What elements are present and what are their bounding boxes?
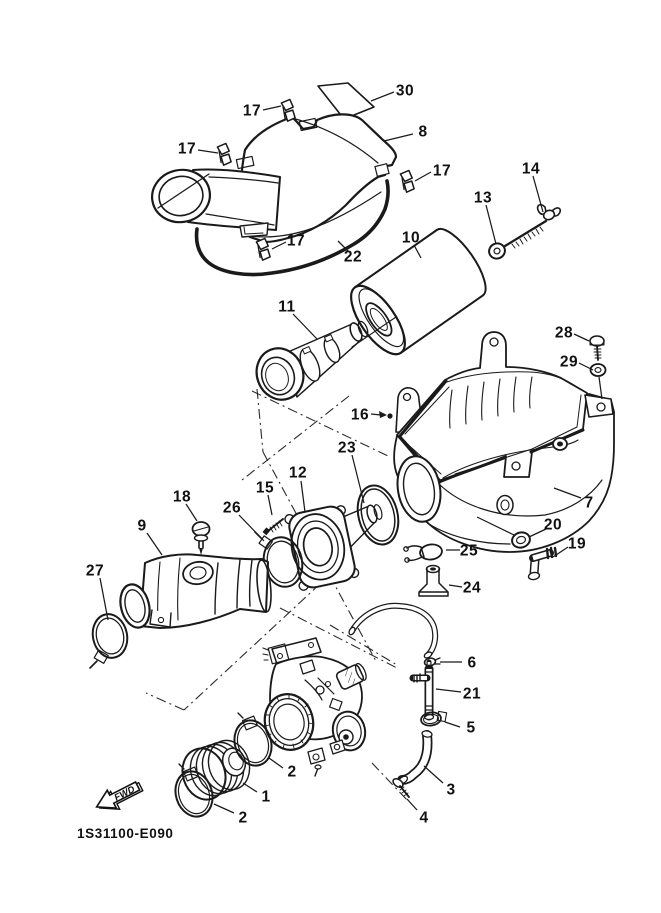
callout-2-1: 2 (287, 763, 297, 781)
leader-line-2-1 (269, 758, 283, 768)
callout-20-23: 20 (543, 516, 563, 534)
callout-11-11: 11 (278, 298, 296, 316)
part-25-spring-clamp (404, 543, 443, 562)
callout-15-15: 15 (255, 479, 275, 497)
callout-18-21: 18 (172, 488, 192, 506)
leader-line-17-18 (198, 150, 218, 153)
callout-2-2: 2 (238, 809, 248, 827)
leader-line-17-19 (415, 172, 431, 181)
leader-line-9-9 (147, 533, 162, 555)
callout-23-26: 23 (337, 439, 357, 457)
callout-27-30: 27 (85, 562, 105, 580)
leader-line-4-4 (407, 799, 417, 810)
callout-6-6: 6 (467, 654, 477, 672)
callout-30-33: 30 (395, 82, 415, 100)
callout-3-3: 3 (446, 781, 456, 799)
throttle-body (260, 638, 369, 776)
callout-16-16: 16 (350, 406, 370, 424)
callout-9-9: 9 (137, 517, 147, 535)
leader-line-26-29 (239, 515, 264, 541)
part-3-hose (397, 730, 432, 785)
part-17-clip-1 (281, 99, 295, 122)
callout-12-12: 12 (288, 464, 308, 482)
part-15-screw (263, 519, 283, 535)
part-16-nut (379, 411, 393, 419)
leader-line-17-17 (263, 106, 281, 110)
part-28-bolt (590, 336, 604, 360)
leader-line-5-5 (445, 722, 460, 727)
duct-strap (150, 610, 171, 627)
leader-line-15-15 (268, 495, 272, 515)
callout-8-8: 8 (418, 123, 428, 141)
callout-4-4: 4 (419, 809, 429, 827)
case-right-ear (585, 395, 613, 417)
callout-1-0: 1 (261, 788, 271, 806)
fwd-arrow (92, 776, 145, 818)
leader-line-3-3 (424, 766, 443, 783)
fwd-label: FWD (112, 783, 137, 804)
callout-24-27: 24 (462, 579, 482, 597)
case-boss (497, 496, 513, 515)
leader-line-12-12 (301, 481, 305, 512)
part-14-wing-bolt (505, 205, 560, 248)
part-24-boot (419, 566, 448, 597)
callout-19-22: 19 (567, 535, 587, 553)
part-17-clip-3 (400, 170, 414, 193)
callout-5-5: 5 (466, 719, 476, 737)
part-11-guide (249, 320, 369, 406)
diagram-code: 1S31100-E090 (77, 826, 174, 841)
leader-line-13-13 (486, 205, 496, 244)
part-8-snout (147, 165, 280, 237)
leader-line-8-8 (384, 134, 413, 141)
callout-26-29: 26 (222, 499, 242, 517)
part-17-clip-2 (217, 143, 231, 166)
callout-29-32: 29 (559, 353, 579, 371)
part-19-fitting (528, 548, 556, 580)
leader-line-24-27 (449, 585, 462, 587)
leader-line-28-31 (574, 334, 589, 341)
callout-17-20: 17 (286, 232, 306, 250)
callout-17-17: 17 (242, 102, 262, 120)
part-9-duct (116, 554, 273, 630)
callout-17-18: 17 (177, 140, 197, 158)
leader-line-11-11 (293, 314, 317, 339)
leader-line-27-30 (100, 578, 108, 620)
part-18-sensor (193, 522, 210, 555)
part-7-case (393, 332, 614, 552)
leader-line-17-20 (272, 242, 286, 249)
callout-10-10: 10 (401, 229, 421, 247)
callout-14-14: 14 (521, 160, 541, 178)
callout-7-7: 7 (584, 494, 594, 512)
leader-line-18-21 (186, 504, 197, 521)
leader-line-23-26 (352, 455, 364, 503)
part-13-washer (487, 241, 508, 261)
callout-28-31: 28 (554, 324, 574, 342)
leader-line-2-2 (214, 804, 234, 813)
callout-17-19: 17 (432, 162, 452, 180)
callout-22-25: 22 (343, 248, 363, 266)
callout-13-13: 13 (473, 189, 493, 207)
callout-25-28: 25 (459, 542, 479, 560)
part-21-pipe (413, 662, 434, 720)
leader-line-21-24 (436, 689, 461, 692)
leader-line-30-33 (371, 92, 394, 101)
callout-21-24: 21 (462, 685, 482, 703)
leader-line-1-0 (243, 783, 257, 792)
part-6-clip (424, 657, 440, 666)
